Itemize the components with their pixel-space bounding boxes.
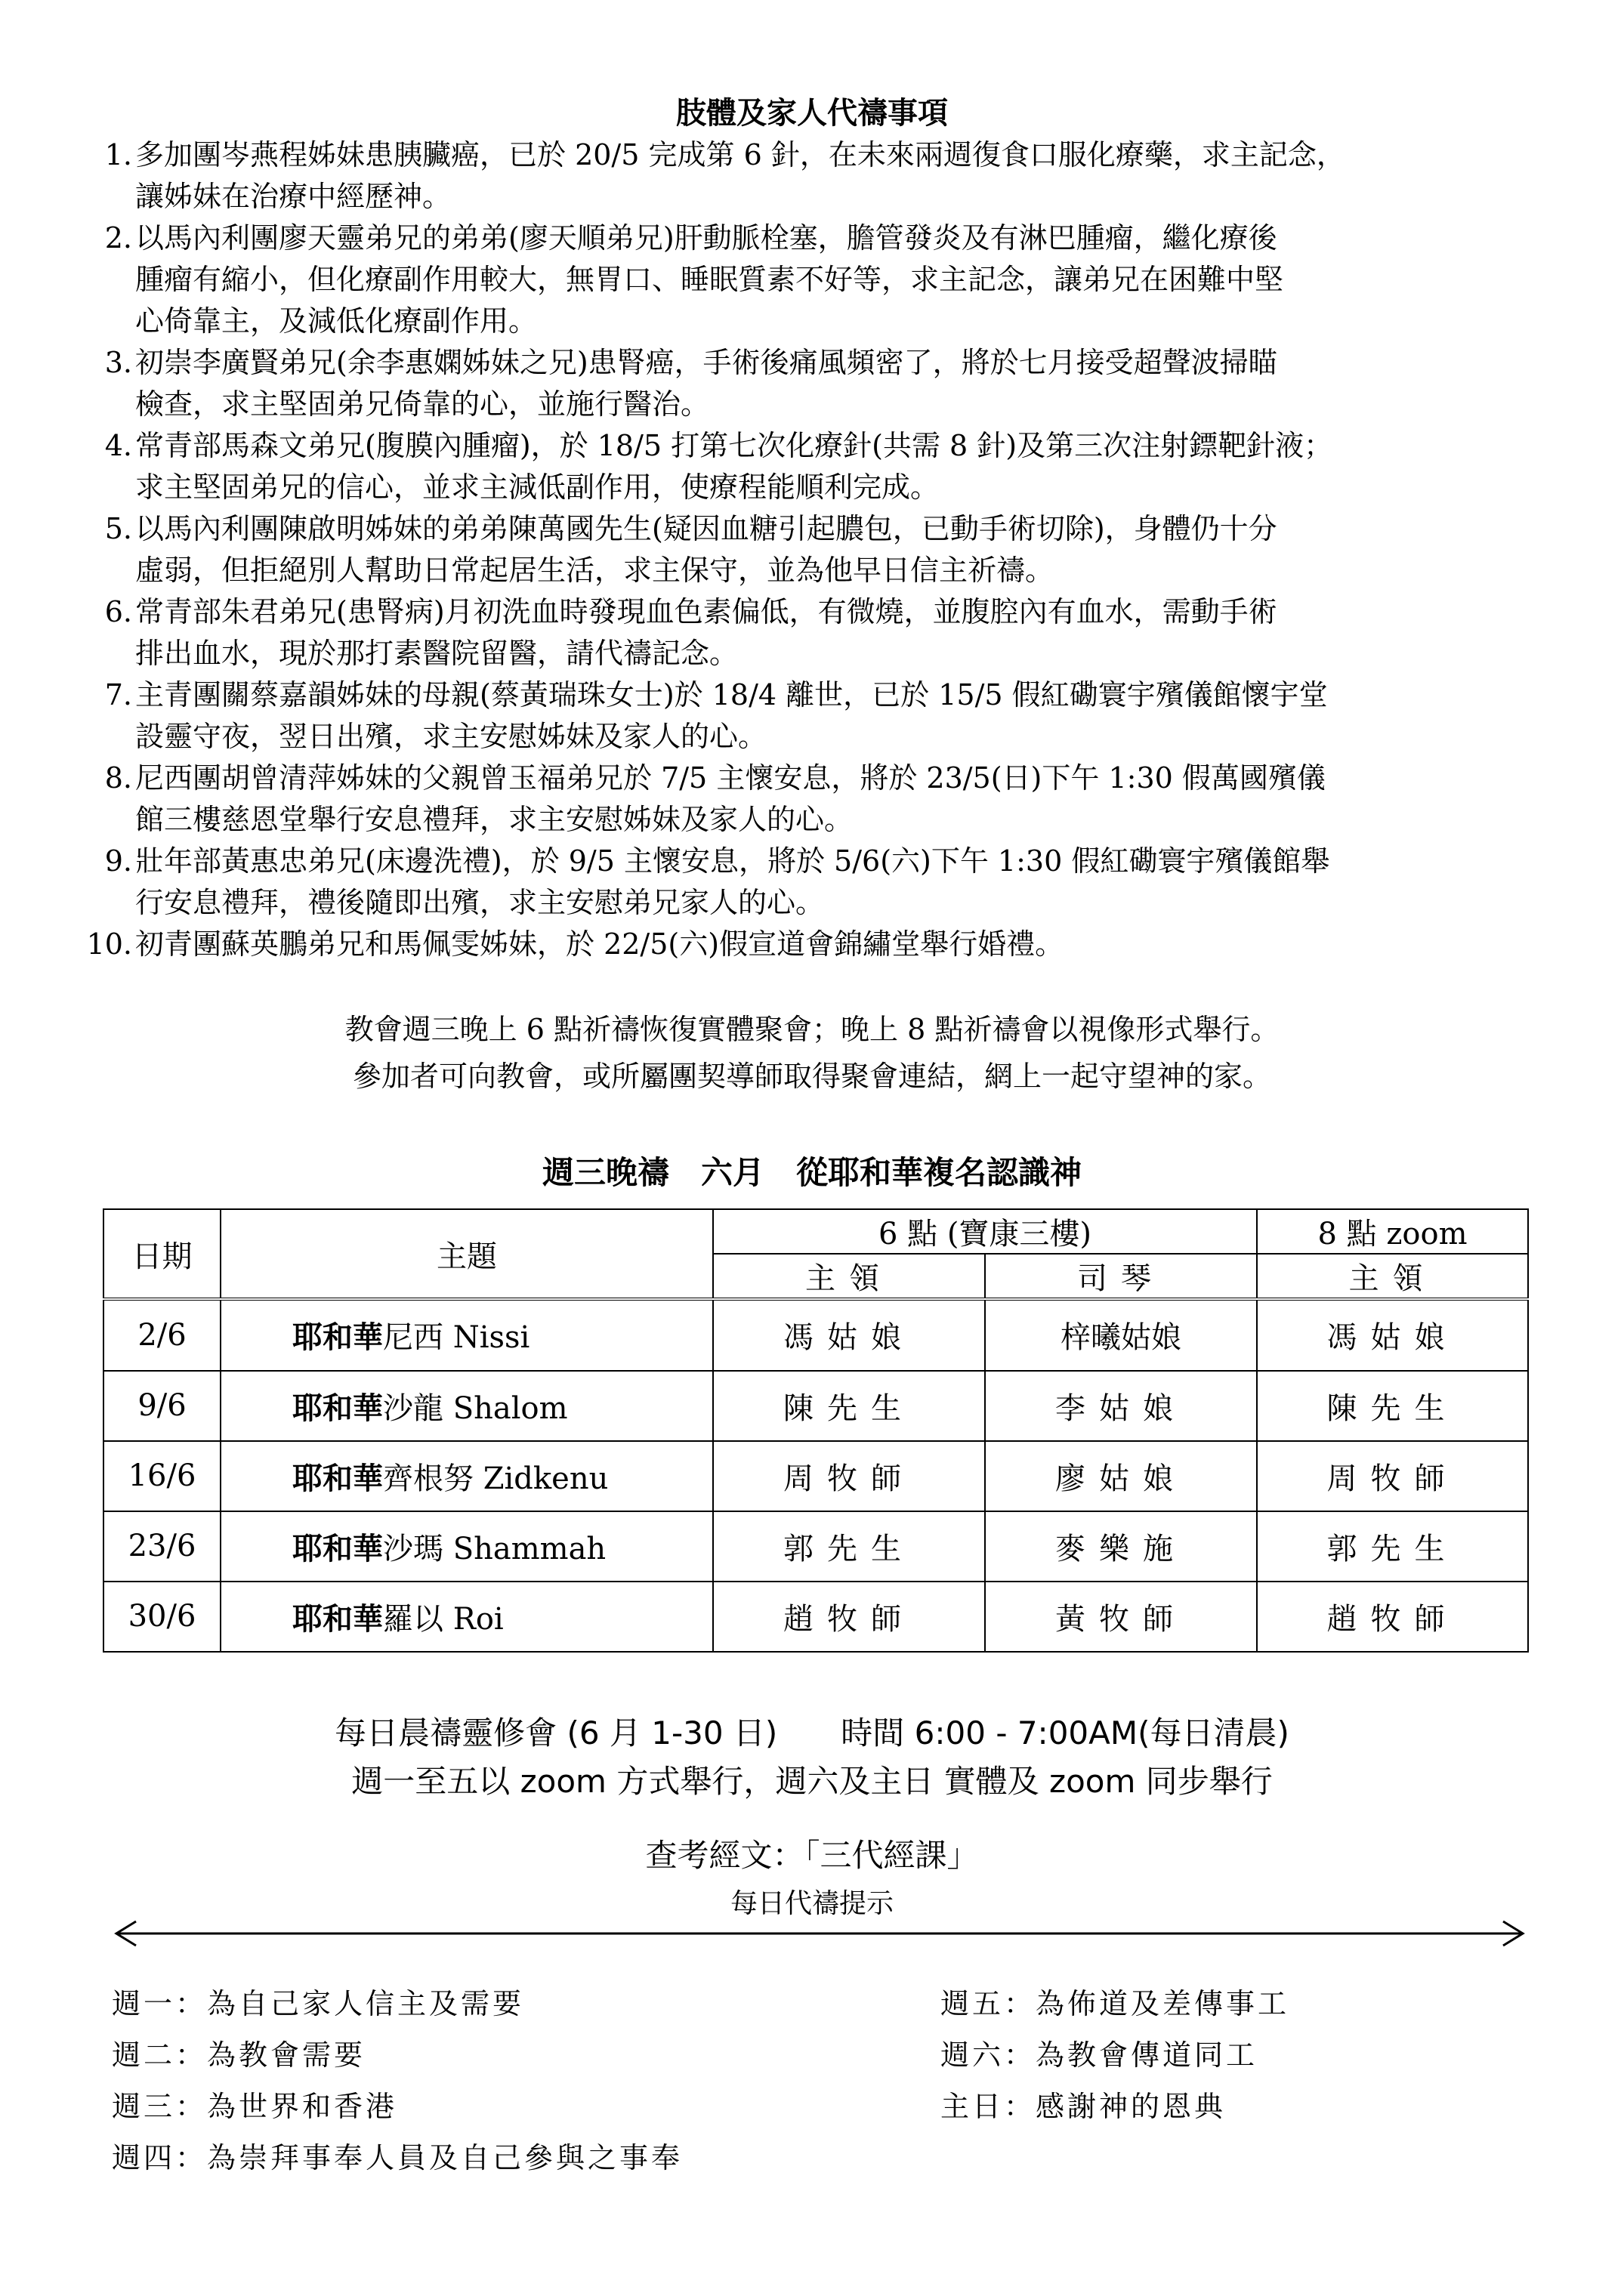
cell-pianist: 廖姑娘: [985, 1441, 1257, 1511]
cell-topic: [221, 1441, 713, 1511]
prayer-item-line: 心倚靠主，及減低化療副作用。: [135, 304, 538, 338]
topic-prefix: 耶和華: [292, 1601, 383, 1637]
header-8pm-group: 8 點 zoom: [1257, 1209, 1528, 1254]
cell-leader-8pm: 陳先生: [1257, 1371, 1528, 1441]
prayer-item: [79, 758, 1537, 841]
cell-date: 23/6: [103, 1511, 221, 1582]
prayer-item-line: 初崇李廣賢弟兄(余李惠嫻姊妹之兄)患腎癌，手術後痛風頻密了，將於七月接受超聲波掃瞄: [135, 346, 1277, 379]
notice-line: 參加者可向教會，或所屬團契導師取得聚會連結，網上一起守望神的家。: [352, 1060, 1271, 1093]
header-6pm-group: 6 點 (寶康三樓): [713, 1209, 1257, 1254]
prayer-item-line: 壯年部黃惠忠弟兄(床邊洗禮)，於 9/5 主懷安息，將於 5/6(六)下午 1:30 假紅磡寰宇殯儀館舉: [135, 844, 1330, 878]
cell-leader-8pm: 周牧師: [1257, 1441, 1528, 1511]
prayer-item-number: 1.: [104, 138, 132, 171]
header-pianist: 司琴: [985, 1254, 1257, 1299]
prayer-item-line: 初青團蘇英鵬弟兄和馬佩雯姊妹，於 22/5(六)假宣道會錦繡堂舉行婚禮。: [135, 927, 1064, 961]
prayer-item-number: 4.: [104, 429, 132, 462]
cell-leader-6pm: 馮姑娘: [713, 1299, 985, 1371]
cell-leader-8pm: 趙牧師: [1257, 1582, 1528, 1652]
prayer-item-line: 多加團岑燕程姊妹患胰臟癌，已於 20/5 完成第 6 針，在未來兩週復食口服化療藥，求主記念，: [135, 138, 1345, 171]
prayer-item-number: 7.: [104, 678, 132, 711]
cell-leader-6pm: 郭先生: [713, 1511, 985, 1582]
prayer-item-number: 5.: [104, 512, 132, 545]
prayer-item-number: 9.: [104, 844, 132, 878]
prayer-item-line: 腫瘤有縮小，但化療副作用較大，無胃口、睡眠質素不好等，求主記念，讓弟兄在困難中堅: [135, 263, 1284, 296]
topic-name: 尼西 Nissi: [383, 1320, 530, 1356]
prayer-item-line: 求主堅固弟兄的信心，並求主減低副作用，使療程能順利完成。: [135, 471, 940, 504]
table-row: [103, 1582, 1528, 1652]
prayer-item-line: 排出血水，現於那打素醫院留醫，請代禱記念。: [135, 637, 739, 670]
morning-prayer-line: 每日晨禱靈修會 (6 月 1-30 日) 時間 6:00 - 7:00AM(每日清晨): [335, 1714, 1289, 1751]
cell-pianist: 梓曦姑娘: [985, 1299, 1257, 1371]
cell-date: 30/6: [103, 1582, 221, 1652]
table-row: [103, 1511, 1528, 1582]
daily-prompt-thursday: 週四：為崇拜事奉人員及自己參與之事奉: [112, 2141, 684, 2174]
prayer-item: [79, 841, 1537, 924]
prayer-item-line: 館三樓慈恩堂舉行安息禮拜，求主安慰姊妹及家人的心。: [135, 803, 854, 836]
cell-topic: [221, 1371, 713, 1441]
schedule-table: [103, 1208, 1527, 1653]
prayer-item-number: 6.: [104, 595, 132, 628]
cell-leader-6pm: 周牧師: [713, 1441, 985, 1511]
prayer-item-line: 虛弱，但拒絕別人幫助日常起居生活，求主保守，並為他早日信主祈禱。: [135, 554, 1054, 587]
prayer-item-line: 常青部朱君弟兄(患腎病)月初洗血時發現血色素偏低，有微燒，並腹腔內有血水，需動手術: [135, 595, 1277, 628]
prayer-item-number: 2.: [104, 221, 132, 255]
table-row: [103, 1299, 1528, 1371]
prayer-item: [79, 591, 1537, 674]
prayer-item-line: 檢查，求主堅固弟兄倚靠的心，並施行醫治。: [135, 387, 710, 421]
cell-topic: [221, 1511, 713, 1582]
daily-prompt-monday: 週一：為自己家人信主及需要: [112, 1987, 525, 2020]
prayer-item-line: 以馬內利團廖天靈弟兄的弟弟(廖天順弟兄)肝動脈栓塞，膽管發炎及有淋巴腫瘤，繼化療後: [135, 221, 1277, 255]
cell-leader-6pm: 趙牧師: [713, 1582, 985, 1652]
topic-name: 羅以 Roi: [383, 1601, 504, 1637]
morning-prayer-line: 週一至五以 zoom 方式舉行，週六及主日 實體及 zoom 同步舉行: [351, 1763, 1273, 1800]
cell-date: 16/6: [103, 1441, 221, 1511]
prayer-item-line: 讓姊妹在治療中經歷神。: [135, 180, 452, 213]
topic-prefix: 耶和華: [292, 1390, 383, 1426]
header-date: 日期: [103, 1209, 221, 1299]
cell-topic: [221, 1582, 713, 1652]
daily-prompt-label: 每日代禱提示: [730, 1888, 894, 1919]
prayer-item-line: 常青部馬森文弟兄(腹膜內腫瘤)，於 18/5 打第七次化療針(共需 8 針)及第三次注射鏢靶針液；: [135, 429, 1333, 462]
prayer-title: 肢體及家人代禱事項: [676, 96, 948, 131]
daily-prompt-saturday: 週六：為教會傳道同工: [940, 2038, 1258, 2072]
daily-prompt-friday: 週五：為佈道及差傳事工: [940, 1987, 1290, 2020]
schedule-title: 週三晚禱 六月 從耶和華複名認識神: [542, 1154, 1082, 1191]
cell-leader-6pm: 陳先生: [713, 1371, 985, 1441]
study-heading: 查考經文：「三代經課」: [645, 1837, 979, 1874]
header-leader-8pm: 主領: [1257, 1254, 1528, 1299]
topic-name: 沙瑪 Shammah: [383, 1531, 607, 1566]
topic-name: 沙龍 Shalom: [383, 1390, 568, 1426]
prayer-item-line: 行安息禮拜，禮後隨即出殯，求主安慰弟兄家人的心。: [135, 886, 825, 919]
notice-line: 教會週三晚上 6 點祈禱恢復實體聚會；晚上 8 點祈禱會以視像形式舉行。: [344, 1013, 1280, 1046]
cell-pianist: 李姑娘: [985, 1371, 1257, 1441]
prayer-item-line: 以馬內利團陳啟明姊妹的弟弟陳萬國先生(疑因血糖引起膿包，已動手術切除)，身體仍十分: [135, 512, 1277, 545]
prayer-item: [79, 218, 1537, 342]
header-leader: 主領: [713, 1254, 985, 1299]
prayer-item-line: 主青團關蔡嘉韻姊妹的母親(蔡黃瑞珠女士)於 18/4 離世，已於 15/5 假紅磡寰宇殯儀館懷宇堂: [135, 678, 1328, 711]
daily-prompt-wednesday: 週三：為世界和香港: [112, 2090, 398, 2123]
prayer-item-number: 8.: [104, 761, 132, 795]
topic-prefix: 耶和華: [292, 1531, 383, 1566]
prayer-item-number: 3.: [104, 346, 132, 379]
cell-pianist: 麥樂施: [985, 1511, 1257, 1582]
cell-date: 2/6: [103, 1299, 221, 1371]
prayer-item-number: 10.: [86, 927, 132, 961]
cell-leader-8pm: 郭先生: [1257, 1511, 1528, 1582]
cell-leader-8pm: 馮姑娘: [1257, 1299, 1528, 1371]
daily-prompt-tuesday: 週二：為教會需要: [112, 2038, 366, 2072]
table-row: [103, 1371, 1528, 1441]
daily-prompt-sunday: 主日：感謝神的恩典: [940, 2090, 1227, 2123]
prayer-item: [79, 134, 1537, 218]
prayer-item: [79, 924, 1537, 965]
prayer-item: [79, 342, 1537, 425]
topic-prefix: 耶和華: [292, 1320, 383, 1356]
prayer-item: [79, 425, 1537, 508]
prayer-item: [79, 674, 1537, 758]
prayer-list: [79, 134, 1537, 965]
cell-date: 9/6: [103, 1371, 221, 1441]
cell-pianist: 黃牧師: [985, 1582, 1257, 1652]
prayer-item: [79, 508, 1537, 591]
prayer-item-line: 設靈守夜，翌日出殯，求主安慰姊妹及家人的心。: [135, 720, 767, 753]
double-arrow-icon: [113, 1918, 1526, 1949]
table-row: [103, 1441, 1528, 1511]
prayer-item-line: 尼西團胡曾清萍姊妹的父親曾玉福弟兄於 7/5 主懷安息，將於 23/5(日)下午 1:30 假萬國殯儀: [135, 761, 1326, 795]
topic-prefix: 耶和華: [292, 1461, 383, 1496]
topic-name: 齊根努 Zidkenu: [383, 1461, 609, 1496]
cell-topic: [221, 1299, 713, 1371]
header-topic: 主題: [221, 1209, 713, 1299]
